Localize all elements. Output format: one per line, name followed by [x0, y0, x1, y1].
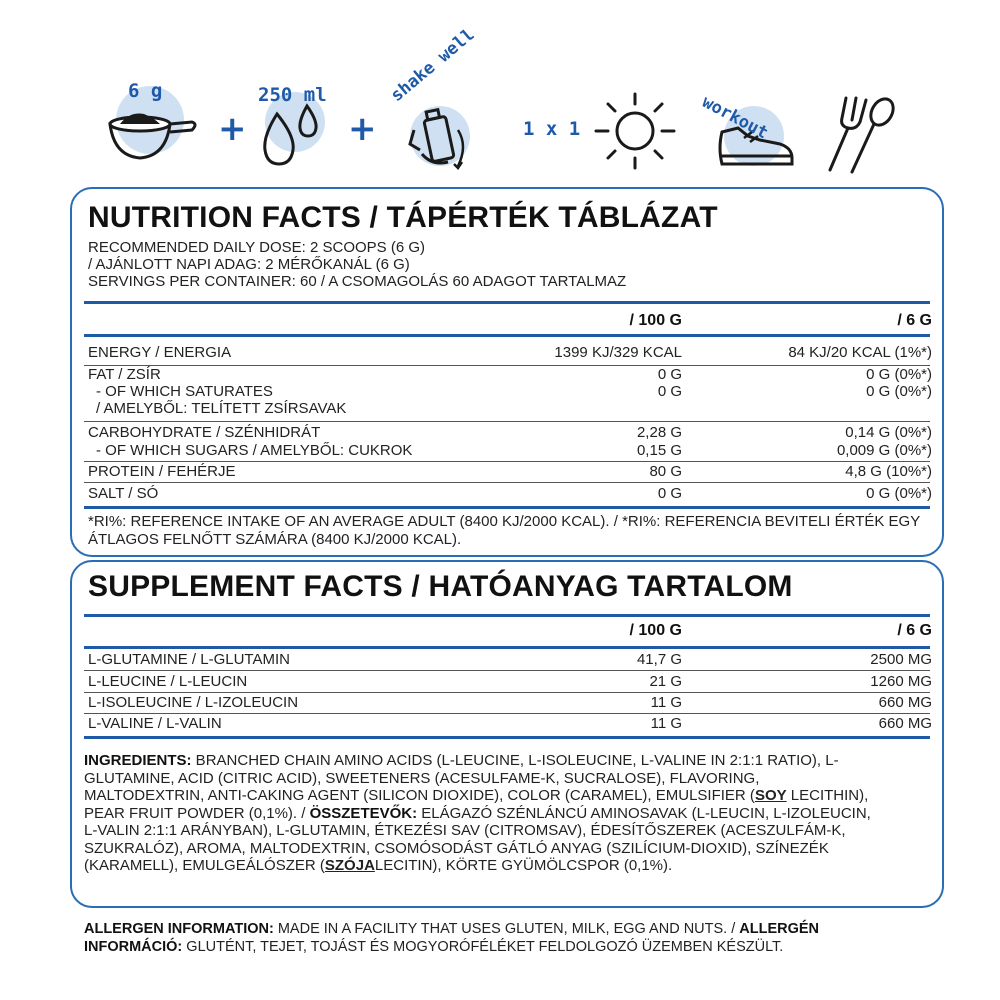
row-leucine-6g: 1260 MG	[870, 673, 932, 690]
allergen-szoja: SZÓJA	[324, 857, 375, 874]
row-isoleucine-6g: 660 MG	[878, 694, 932, 711]
ingredients-hu-part1: ELÁGAZÓ SZÉNLÁNCÚ AMINOSAVAK (L-LEUCIN, L-IZOLEUCIN, L-VALIN 2:1:1 ARÁNYBAN), L-GLUTAMIN, ÉTKEZÉSI SAV (CITROMSAV), ÉDESÍTŐSZEREK (ACESZULFÁM-K, SZUKRALÓZ), AROMA, MALTODEXTRIN, CSOMÓSODÁST GÁTLÓ ANYAG (SZILÍCIUM-DIOXID), SZÍNEZÉK (KARAMELL), EMULGEÁLÓSZER (	[84, 804, 871, 874]
row-carbohydrate-100g: 2,28 G	[636, 424, 682, 441]
ri-footnote: *RI%: REFERENCE INTAKE OF AN AVERAGE ADULT (8400 KJ/2000 KCAL). / *RI%: REFERENCIA BEVITELI ÉRTÉK EGY ÁTLAGOS FELNŐTT SZÁMÁRA (8400 KJ/2000 KCAL).	[88, 513, 920, 548]
divider	[84, 421, 930, 422]
column-header-100g: / 100 G	[629, 622, 682, 639]
fork-spoon-icon	[822, 92, 902, 176]
ingredients-hu-heading: ÖSSZETEVŐK:	[309, 804, 418, 822]
row-valine-label: L-VALINE / L-VALIN	[88, 715, 222, 732]
ingredients-en-part2: LECITHIN), PEAR FRUIT POWDER (0,1%). /	[84, 787, 869, 822]
row-energy-100g: 1399 KJ/329 KCAL	[554, 344, 682, 361]
row-glutamine-label: L-GLUTAMINE / L-GLUTAMIN	[88, 651, 290, 668]
nutrition-facts-box	[70, 187, 944, 557]
divider	[84, 713, 930, 714]
divider	[84, 670, 930, 671]
ingredients-text	[84, 752, 874, 875]
divider	[84, 482, 930, 483]
divider	[84, 334, 930, 337]
ingredients-en-part1: BRANCHED CHAIN AMINO ACIDS (L-LEUCINE, L-ISOLEUCINE, L-VALINE IN 2:1:1 RATIO), L-GLUTAMINE, ACID (CITRIC ACID), SWEETENERS (ACESULFAME-K, SUCRALOSE), FLAVORING, MALTODEXTRIN, ANTI-CAKING AGENT (SILICON DIOXIDE), COLOR (CARAMEL), EMULSIFIER (	[84, 752, 839, 804]
allergen-text-en: MADE IN A FACILITY THAT USES GLUTEN, MILK, EGG AND NUTS. /	[273, 921, 740, 937]
daily-dose-hu: / AJÁNLOTT NAPI ADAG: 2 MÉRŐKANÁL (6 G)	[88, 256, 410, 273]
row-carbohydrate-6g: 0,14 G (0%*)	[845, 424, 932, 441]
row-salt-100g: 0 G	[657, 485, 682, 502]
dose-label: 6 g	[128, 80, 163, 102]
row-isoleucine-100g: 11 G	[650, 694, 682, 711]
row-fat-label: FAT / ZSÍR	[88, 366, 161, 383]
supplement-title: SUPPLEMENT FACTS / HATÓANYAG TARTALOM	[88, 570, 793, 603]
row-saturates-6g: 0 G (0%*)	[866, 383, 932, 400]
allergen-heading-hu: ALLERGÉN INFORMÁCIÓ:	[84, 921, 820, 955]
row-salt-label: SALT / SÓ	[88, 485, 159, 502]
divider	[84, 736, 930, 739]
allergen-soy: SOY	[754, 787, 787, 804]
row-glutamine-6g: 2500 MG	[870, 651, 932, 668]
workout-label: workout	[698, 92, 772, 144]
row-fat-100g: 0 G	[657, 366, 682, 383]
allergen-information	[84, 920, 884, 956]
column-header-6g: / 6 G	[897, 312, 932, 329]
water-label: 250 ml	[258, 84, 327, 106]
ingredients-hu-part2: LECITIN), KÖRTE GYÜMÖLCSPOR (0,1%).	[374, 857, 673, 874]
allergen-heading-en: ALLERGEN INFORMATION:	[84, 921, 274, 937]
row-protein-100g: 80 G	[649, 463, 682, 480]
row-sugars-100g: 0,15 G	[636, 442, 682, 459]
row-saturates-label: - OF WHICH SATURATES	[96, 383, 273, 400]
plus-icon: +	[348, 109, 377, 149]
row-carbohydrate-label: CARBOHYDRATE / SZÉNHIDRÁT	[88, 424, 321, 441]
divider	[84, 461, 930, 462]
daily-dose-en: RECOMMENDED DAILY DOSE: 2 SCOOPS (6 G)	[88, 239, 426, 256]
row-protein-6g: 4,8 G (10%*)	[845, 463, 932, 480]
usage-icon-row	[0, 0, 1000, 190]
column-header-100g: / 100 G	[629, 312, 682, 329]
column-header-6g: / 6 G	[897, 622, 932, 639]
row-leucine-100g: 21 G	[649, 673, 682, 690]
row-saturates-hu-label: / AMELYBŐL: TELÍTETT ZSÍRSAVAK	[96, 400, 347, 417]
divider	[84, 301, 930, 304]
sun-icon	[588, 88, 682, 182]
row-isoleucine-label: L-ISOLEUCINE / L-IZOLEUCIN	[88, 694, 299, 711]
row-glutamine-100g: 41,7 G	[636, 651, 682, 668]
divider	[84, 646, 930, 649]
plus-icon: +	[218, 109, 247, 149]
row-energy-6g: 84 KJ/20 KCAL (1%*)	[788, 344, 932, 361]
row-valine-6g: 660 MG	[878, 715, 932, 732]
frequency-label: 1 x 1	[523, 118, 581, 140]
row-sugars-6g: 0,009 G (0%*)	[836, 442, 932, 459]
row-energy-label: ENERGY / ENERGIA	[88, 344, 232, 361]
divider	[84, 614, 930, 617]
row-sugars-label: - OF WHICH SUGARS / AMELYBŐL: CUKROK	[96, 442, 413, 459]
row-fat-6g: 0 G (0%*)	[866, 366, 932, 383]
shake-well-label: shake well	[387, 24, 479, 106]
row-salt-6g: 0 G (0%*)	[866, 485, 932, 502]
ingredients-heading: INGREDIENTS:	[84, 752, 192, 769]
row-saturates-100g: 0 G	[657, 383, 682, 400]
allergen-text-hu: GLUTÉNT, TEJET, TOJÁST ÉS MOGYORÓFÉLÉKET FELDOLGOZÓ ÜZEMBEN KÉSZÜLT.	[182, 939, 784, 955]
nutrition-title: NUTRITION FACTS / TÁPÉRTÉK TÁBLÁZAT	[88, 201, 718, 234]
divider	[84, 506, 930, 509]
row-protein-label: PROTEIN / FEHÉRJE	[88, 463, 236, 480]
divider	[84, 692, 930, 693]
servings-per-container: SERVINGS PER CONTAINER: 60 / A CSOMAGOLÁS 60 ADAGOT TARTALMAZ	[88, 273, 627, 290]
row-valine-100g: 11 G	[650, 715, 682, 732]
row-leucine-label: L-LEUCINE / L-LEUCIN	[88, 673, 248, 690]
